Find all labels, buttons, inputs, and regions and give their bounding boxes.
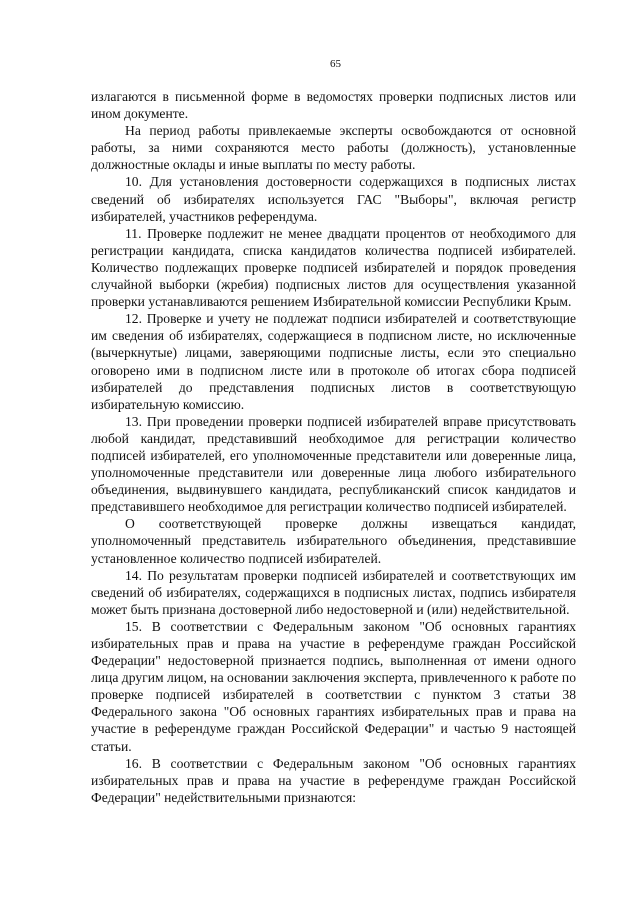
paragraph-experts-release: На период работы привлекаемые эксперты освобождаются от основной работы, за ними сохраняются место работы (должность), установленные должностные оклады и иные выплаты по месту работы. (91, 123, 576, 173)
paragraph-10: 10. Для установления достоверности содержащихся в подписных листах сведений об избирателях используется ГАС "Выборы", включая регистр избирателей, участников референдума. (91, 174, 576, 224)
paragraph-12: 12. Проверке и учету не подлежат подписи избирателей и соответствующие им сведения об избирателях, содержащиеся в подписном листе, но исключенные (вычеркнутые) лицами, заверяющими подписные листы, если это специально оговорено ими в подписном листе или в протоколе об итогах сбора подписей избирателей до представления подписных листов в соответствующую избирательную комиссию. (91, 311, 576, 412)
page-number: 65 (330, 58, 341, 70)
paragraph-continuation: излагаются в письменной форме в ведомостях проверки подписных листов или ином документе. (91, 89, 576, 122)
paragraph-14: 14. По результатам проверки подписей избирателей и соответствующих им сведений об избирателях, содержащихся в подписных листах, подпись избирателя может быть признана достоверной либо недостоверной и (или) недействительной. (91, 567, 576, 617)
paragraph-15: 15. В соответствии с Федеральным законом "Об основных гарантиях избирательных прав и права на участие в референдуме граждан Российской Федерации" недостоверной признается подпись, выполненная от имени одного лица другим лицом, на основании заключения эксперта, привлеченного к работе по проверке подписей избирателей в соответствии с пунктом 3 статьи 38 Федерального закона "Об основных гарантиях избирательных прав и права на участие в референдуме граждан Российской Федерации" и частью 9 настоящей статьи. (91, 618, 576, 754)
paragraph-13: 13. При проведении проверки подписей избирателей вправе присутствовать любой кандидат, представивший необходимое для регистрации количество подписей избирателей, его уполномоченные представители или доверенные лица, уполномоченные представители или доверенные лица любого избирательного объединения, выдвинувшего кандидата, республиканский список кандидатов и представившего необходимое для регистрации количество подписей избирателей. (91, 413, 576, 515)
paragraph-11: 11. Проверке подлежит не менее двадцати процентов от необходимого для регистрации кандидата, списка кандидатов количества подписей избирателей. Количество подлежащих проверке подписей избирателей и порядок проведения случайной выборки (жребия) подписных листов для осуществления указанной проверки устанавливаются решением Избирательной комиссии Республики Крым. (91, 225, 576, 310)
paragraph-13-notice: О соответствующей проверке должны извещаться кандидат, уполномоченный представитель избирательного объединения, представившие установленное количество подписей избирателей. (91, 516, 576, 566)
paragraph-16: 16. В соответствии с Федеральным законом "Об основных гарантиях избирательных прав и права на участие в референдуме граждан Российской Федерации" недействительными признаются: (91, 755, 576, 805)
